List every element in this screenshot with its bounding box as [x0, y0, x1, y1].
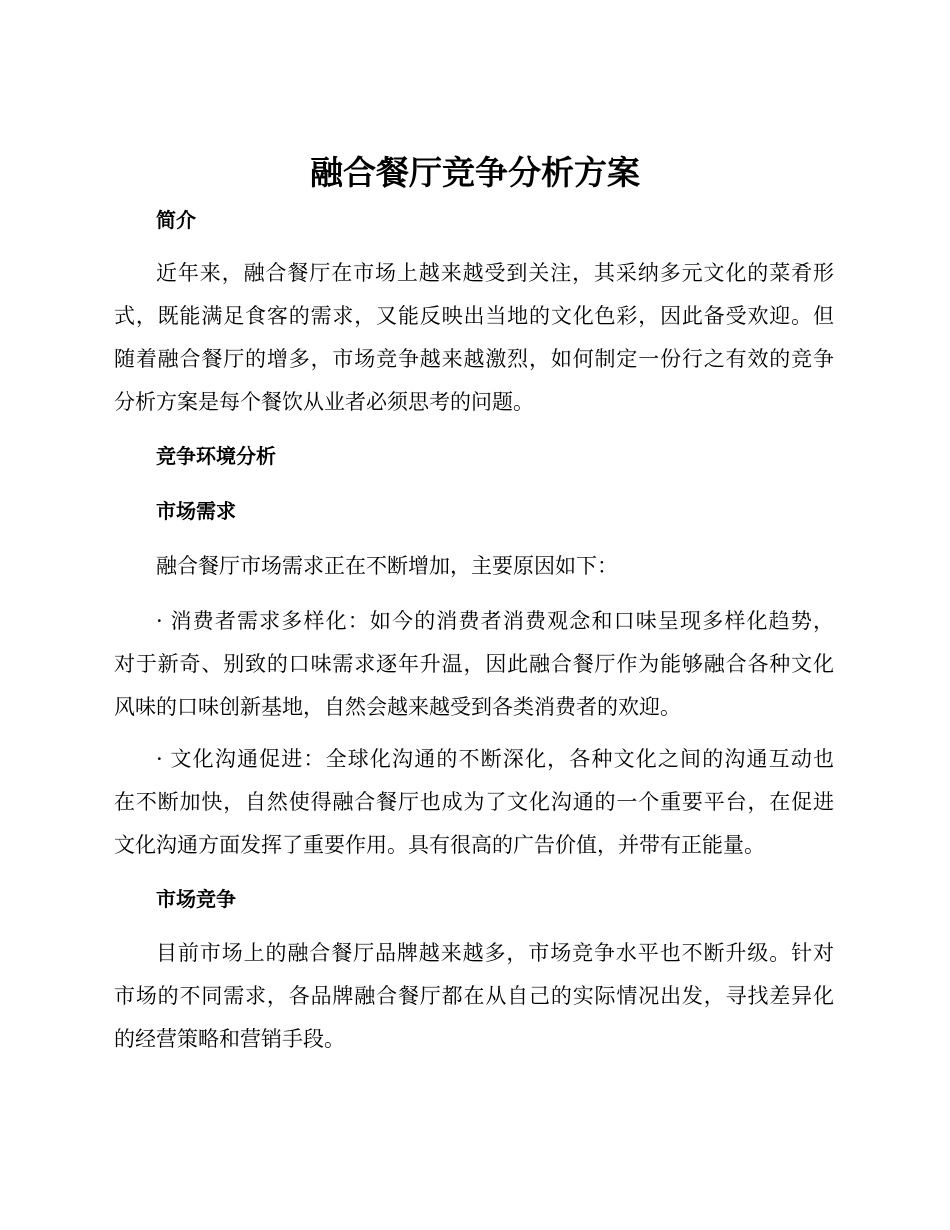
bullet1-line-3: 风味的口味创新基地，自然会越来越受到各类消费者的欢迎。	[114, 695, 681, 719]
section-heading-market-demand: 市场需求	[156, 499, 236, 523]
section-heading-competitive-environment: 竞争环境分析	[156, 444, 276, 468]
bullet1-line-2: 对于新奇、别致的口味需求逐年升温，因此融合餐厅作为能够融合各种文化	[114, 652, 834, 676]
section-heading-market-competition: 市场竞争	[156, 887, 236, 911]
bullet-consumer-demand	[114, 600, 834, 729]
document-title: 融合餐厅竞争分析方案	[310, 153, 640, 192]
bullet2-line-2: 在不断加快，自然使得融合餐厅也成为了文化沟通的一个重要平台，在促进	[114, 790, 834, 814]
demand-intro-line: 融合餐厅市场需求正在不断增加，主要原因如下：	[156, 554, 618, 578]
intro-paragraph	[114, 252, 834, 424]
demand-intro-paragraph	[114, 545, 834, 588]
intro-line-4: 分析方案是每个餐饮从业者必须思考的问题。	[114, 390, 534, 414]
competition-line-3: 的经营策略和营销手段。	[114, 1027, 345, 1051]
bullet2-line-1: · 文化沟通促进：全球化沟通的不断深化，各种文化之间的沟通互动也	[156, 747, 834, 771]
bullet2-line-3: 文化沟通方面发挥了重要作用。具有很高的广告价值，并带有正能量。	[114, 833, 765, 857]
intro-line-1: 近年来，融合餐厅在市场上越来越受到关注，其采纳多元文化的菜肴形	[156, 261, 834, 285]
competition-paragraph	[114, 932, 834, 1061]
section-heading-intro: 简介	[156, 208, 196, 232]
bullet1-line-1: · 消费者需求多样化：如今的消费者消费观念和口味呈现多样化趋势，	[156, 609, 834, 633]
intro-line-2: 式，既能满足食客的需求，又能反映出当地的文化色彩，因此备受欢迎。但	[114, 304, 834, 328]
bullet-cultural-communication	[114, 738, 834, 867]
intro-line-3: 随着融合餐厅的增多，市场竞争越来越激烈，如何制定一份行之有效的竞争	[114, 347, 834, 371]
competition-line-2: 市场的不同需求，各品牌融合餐厅都在从自己的实际情况出发，寻找差异化	[114, 984, 834, 1008]
competition-line-1: 目前市场上的融合餐厅品牌越来越多，市场竞争水平也不断升级。针对	[156, 941, 834, 965]
